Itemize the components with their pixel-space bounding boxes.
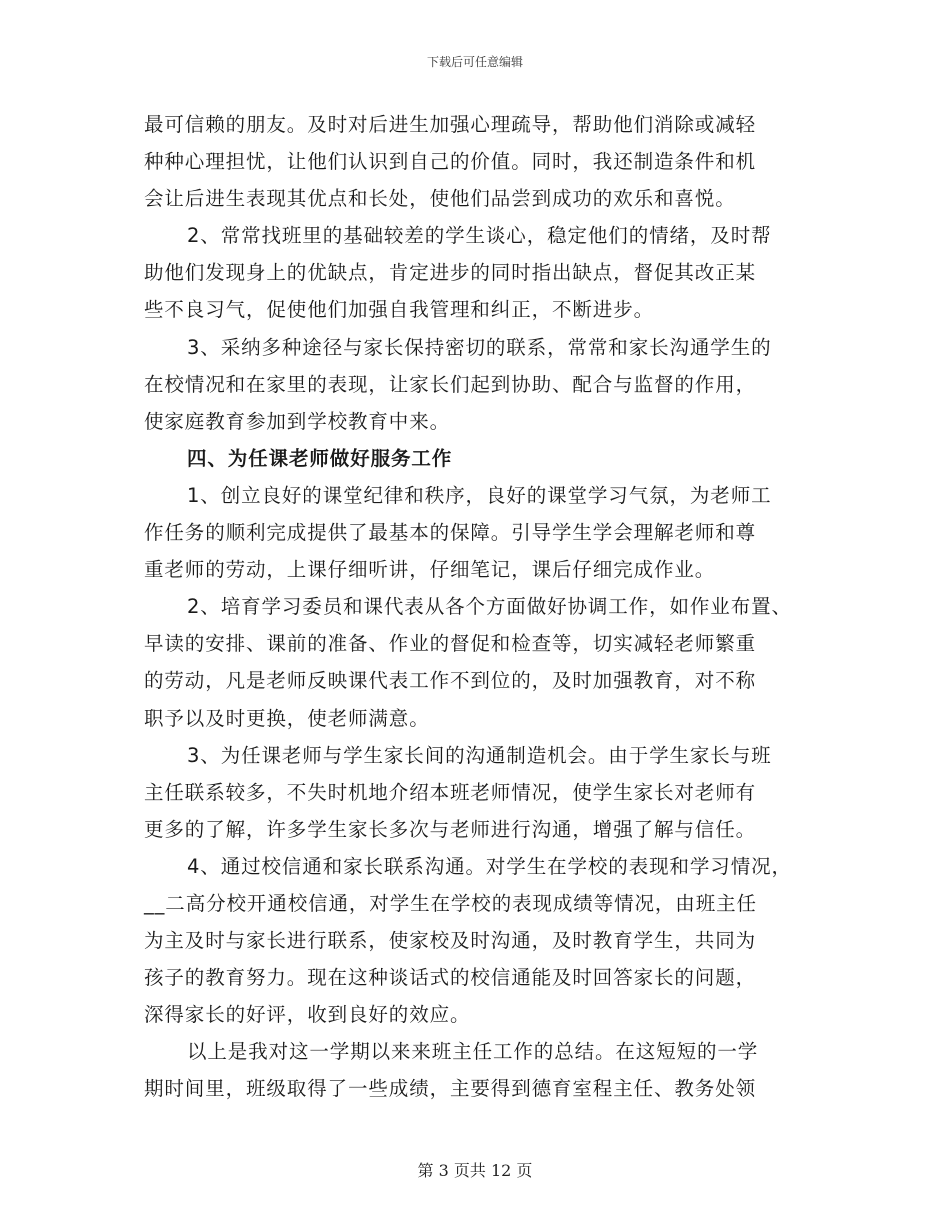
text-line: 2、培育学习委员和课代表从各个方面做好协调工作，如作业布置、 (187, 595, 792, 619)
text-line: 1、创立良好的课堂纪律和秩序，良好的课堂学习气氛，为老师工 (187, 483, 772, 507)
text-line: 4、通过校信通和家长联系沟通。对学生在学校的表现和学习情况， (187, 854, 792, 878)
text-line: 早读的安排、课前的准备、作业的督促和检查等，切实减轻老师繁重 (144, 632, 757, 656)
text-line: 为主及时与家长进行联系，使家校及时沟通，及时教育学生，共同为 (144, 929, 757, 953)
document-body (144, 106, 824, 1108)
page-number-footer: 第 3 页共 12 页 (417, 1161, 533, 1180)
text-line: 的劳动，凡是老师反映课代表工作不到位的，及时加强教育，对不称 (144, 669, 757, 693)
text-line: 深得家长的好评，收到良好的效应。 (144, 1003, 471, 1027)
text-line: 3、采纳多种途径与家长保持密切的联系，常常和家长沟通学生的 (187, 335, 772, 359)
section-heading: 四、为任课老师做好服务工作 (187, 446, 453, 470)
text-line: 孩子的教育努力。现在这种谈话式的校信通能及时回答家长的问题， (144, 966, 757, 990)
text-line: 助他们发现身上的优缺点，肯定进步的同时指出缺点，督促其改正某 (144, 261, 757, 285)
text-line: 期时间里，班级取得了一些成绩，主要得到德育室程主任、教务处领 (144, 1077, 757, 1101)
text-line: 最可信赖的朋友。及时对后进生加强心理疏导，帮助他们消除或减轻 (144, 113, 757, 136)
text-line: 作任务的顺利完成提供了最基本的保障。引导学生学会理解老师和尊 (144, 521, 757, 545)
text-line: 在校情况和在家里的表现，让家长们起到协助、配合与监督的作用， (144, 372, 757, 396)
text-line: 使家庭教育参加到学校教育中来。 (144, 409, 451, 433)
text-line: 3、为任课老师与学生家长间的沟通制造机会。由于学生家长与班 (187, 743, 772, 767)
text-line: 职予以及时更换，使老师满意。 (144, 706, 430, 730)
page-header-note: 下载后可任意编辑 (426, 55, 523, 69)
text-line: 更多的了解，许多学生家长多次与老师进行沟通，增强了解与信任。 (144, 817, 757, 841)
text-line: __二高分校开通校信通，对学生在学校的表现成绩等情况，由班主任 (144, 891, 757, 915)
text-line: 些不良习气，促使他们加强自我管理和纠正，不断进步。 (144, 298, 655, 322)
text-line: 主任联系较多，不失时机地介绍本班老师情况，使学生家长对老师有 (144, 780, 757, 804)
text-line: 会让后进生表现其优点和长处，使他们品尝到成功的欢乐和喜悦。 (144, 187, 736, 211)
text-line: 2、常常找班里的基础较差的学生谈心，稳定他们的情绪，及时帮 (187, 224, 772, 248)
text-line: 以上是我对这一学期以来来班主任工作的总结。在这短短的一学 (187, 1040, 759, 1064)
text-line: 重老师的劳动，上课仔细听讲，仔细笔记，课后仔细完成作业。 (144, 558, 716, 582)
text-line: 种种心理担忧，让他们认识到自己的价值。同时，我还制造条件和机 (144, 150, 757, 174)
